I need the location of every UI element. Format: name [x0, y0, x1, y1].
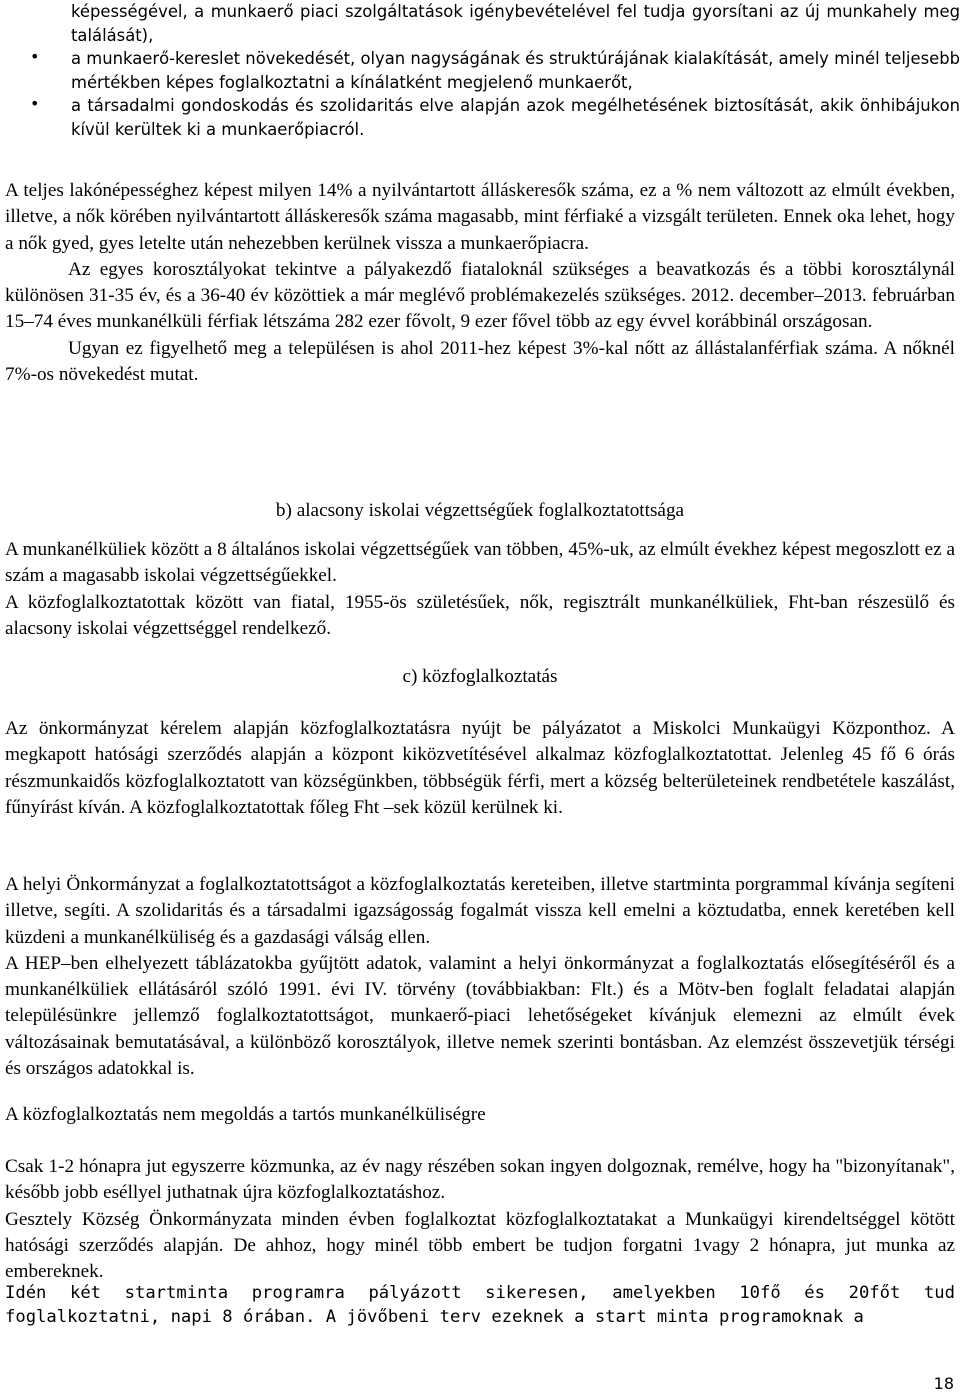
- section-c-body-4: [5, 1281, 955, 1330]
- section-c: [5, 664, 955, 690]
- bullet-continuation: képességével, a munkaerő piaci szolgáltatások igénybevételével fel tudja gyorsítani az új munkahely meg találását),: [71, 2, 960, 45]
- sentence: később jobb eséllyel juthatnak újra közfoglalkoztatáshoz.: [5, 1182, 446, 1204]
- paragraph: A közfoglalkoztatottak között van fiatal, 1955-ös születésűek, nők, regisztrált munkanélküliek, Fht-ban részesülő és alacsony iskolai végzettséggel rendelkező.: [5, 591, 955, 639]
- bullet-item: [8, 94, 960, 141]
- paragraph: Ugyan ez figyelhető meg a településen is ahol 2011-hez képest 3%-kal nőtt az állástalanférfiak száma. A nőknél 7%-os növekedést mutat.: [5, 337, 955, 386]
- paragraph: A teljes lakónépességhez képest milyen 14% a nyilvántartott álláskeresők száma, ez a % nem változott az elmúlt években, illetve, a nők körében nyilvántartott álláskeresők száma magasabb, mint férfiaké a vizsgált területen. Ennek oka lehet, hogy a nők gyed, gyes letelte után nehezebben kerülnek vissza a munkaerőpiacra.: [5, 180, 955, 254]
- paragraph: A munkanélküliek között a 8 általános iskolai végzettségűek van többen, 45%-uk, az elmúlt évekhez képest megoszlott ez a szám a magasabb iskolai végzettségűekkel.: [5, 539, 956, 587]
- paragraph: [5, 1154, 955, 1207]
- section-heading: c) közfoglalkoztatás: [402, 666, 558, 687]
- section-c-body: [5, 716, 955, 821]
- sentence: A HEP–ben elhelyezett táblázatokba gyűjtött adatok, valamint a helyi önkormányzat a foglalkoztatás elősegítéséről és a munkanélküliek ellátásáról szóló 1991. évi IV. törvény (továbbiakban: Flt.) és a Mötv-ben foglalt feladatai alapján településünkre jellemző foglalkoztatottságot, munkaerő-piaci lehetőségeket kívánjuk elemezni az elmúlt évek változásainak bemutatásával, a különböző korosztályok, illetve nemek szerinti bontásban.: [5, 952, 955, 1053]
- section-c-statement: [5, 1102, 955, 1128]
- paragraph: Idén két startminta programra pályázott sikeresen, amelyekben 10fő és 20főt tud foglalkoztatni, napi 8 órában. A jövőbeni terv ezeknek a start minta programoknak a: [5, 1283, 955, 1328]
- bullet-text: a társadalmi gondoskodás és szolidaritás elve alapján azok megélhetésének biztosítását, akik önhibájukon kívül kerültek ki a munkaerőpiacról.: [71, 96, 960, 139]
- section-a: [5, 178, 955, 388]
- bullet-dot-icon: •: [30, 94, 40, 113]
- bullet-item: [8, 47, 960, 94]
- paragraph: Az egyes korosztályokat tekintve a pályakezdő fiataloknál szükséges a beavatkozás és a többi korosztálynál különösen 31-35 év, és a 36-40 év közöttiek a már meglévő problémakezelés szükséges. 2012. december–2013. februárban 15–74 éves munkanélküli férfiak létszáma 282 ezer fővolt, 9 ezer fővel több az egy évvel korábbinál országosan.: [5, 258, 955, 333]
- section-heading: b) alacsony iskolai végzettségűek foglalkoztatottsága: [275, 500, 685, 521]
- section-c-body-3: [5, 1154, 955, 1285]
- bullet-list: [8, 0, 960, 141]
- paragraph: Az önkormányzat kérelem alapján közfoglalkoztatásra nyújt be pályázatot a Miskolci Munkaügyi Központhoz. A megkapott hatósági szerződés alapján a központ kiközvetítésével alkalmaz közfoglalkoztatottat. Jelenleg 45 fő 6 órás részmunkaidős közfoglalkoztatott van községünkben, többségük férfi, mert a község belterületeinek rendbetétele kaszálást, fűnyírást kíván. A közfoglalkoztatottak főleg Fht –sek közül kerülnek ki.: [5, 718, 955, 818]
- sentence: A helyi Önkormányzat a foglalkoztatottságot a közfoglalkoztatás kereteiben, illetve startminta porgrammal kívánja segíteni illetve, segíti.: [5, 874, 955, 922]
- sentence: A szolidaritás és a társadalmi igazságosság fogalmát vissza kell emelni a köztudatba, ennek keretében kell küzdeni a munkanélküliség és a gazdasági válság ellen.: [5, 900, 955, 948]
- sentence: Gesztely Község Önkormányzata minden évben foglalkoztat közfoglalkoztatakat a Munkaügyi kirendeltséggel kötött hatósági szerződés alapján.: [5, 1208, 955, 1256]
- page-number: 18: [933, 1374, 954, 1393]
- bullet-text: a munkaerő-kereslet növekedését, olyan nagyságának és struktúrájának kialakítását, amely minél teljesebb mértékben képes foglalkoztatni a kínálatként megjelenő munkaerőt,: [71, 49, 960, 92]
- paragraph: [5, 951, 955, 1082]
- bullet-dot-icon: •: [30, 47, 40, 66]
- sentence: Csak 1-2 hónapra jut egyszerre közmunka, az év nagy részében sokan ingyen dolgoznak, remélve, hogy ha "bizonyítanak",: [5, 1156, 955, 1177]
- sentence: De ahhoz, hogy minél több embert be tudjon forgatni 1vagy 2 hónapra, jut munka az embereknek.: [5, 1234, 955, 1283]
- paragraph: A közfoglalkoztatás nem megoldás a tartós munkanélküliségre: [5, 1104, 486, 1125]
- section-b: [5, 498, 955, 524]
- section-c-body-2: [5, 872, 955, 1082]
- paragraph: [5, 1207, 955, 1286]
- section-b-body: [5, 537, 955, 642]
- sentence: Az elemzést összevetjük térségi és országos adatokkal is.: [5, 1031, 955, 1080]
- paragraph: [5, 872, 955, 951]
